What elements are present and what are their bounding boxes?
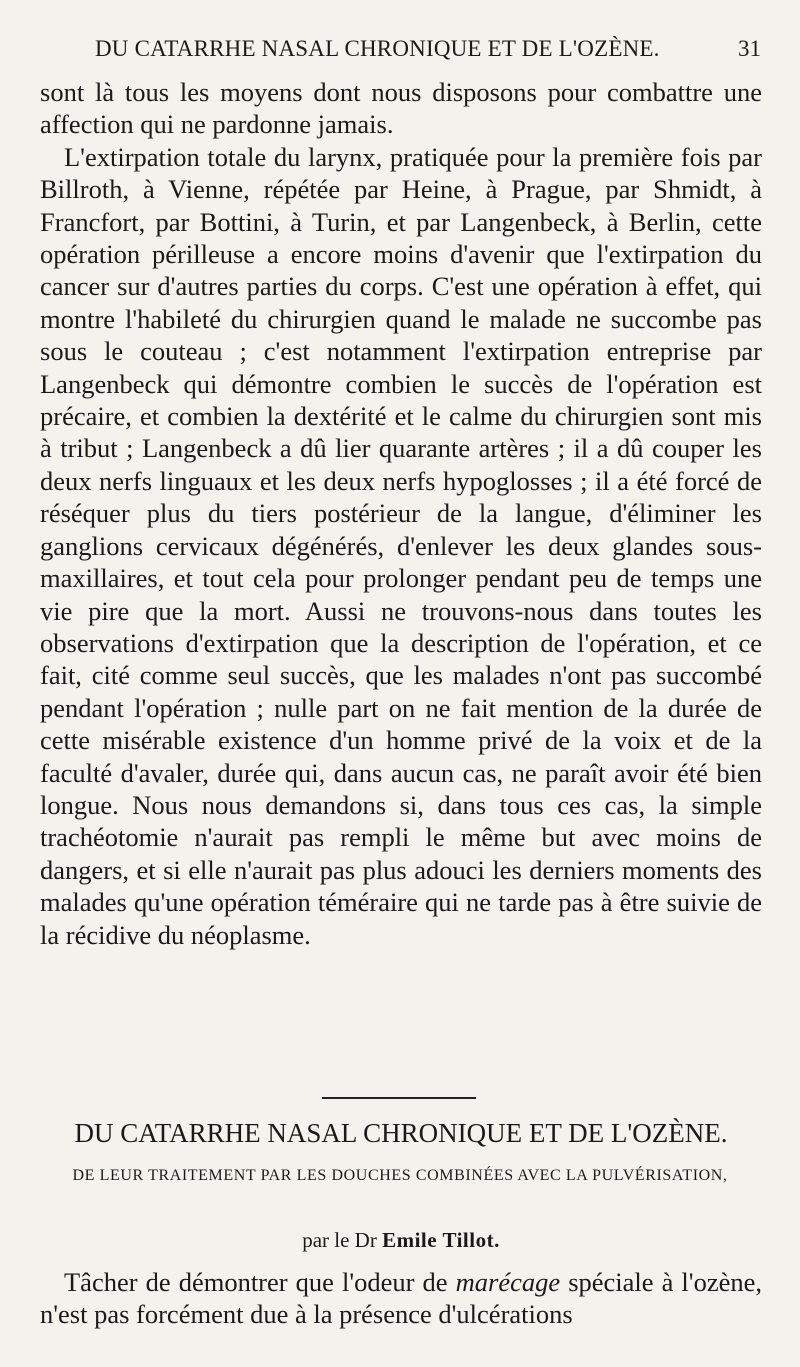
section-divider [322, 1097, 476, 1099]
body-text [40, 76, 762, 951]
section-subtitle: DE LEUR TRAITEMENT PAR LES DOUCHES COMBINÉES AVEC LA PULVÉRISATION, [72, 1167, 728, 1184]
section-paragraph [40, 1266, 762, 1331]
running-head: DU CATARRHE NASAL CHRONIQUE ET DE L'OZÈNE. [95, 36, 660, 61]
page-number: 31 [738, 36, 761, 61]
section-text-start: Tâcher de démontrer que l'odeur de [64, 1267, 456, 1297]
byline-prefix: par le Dr [302, 1228, 377, 1252]
section-text [40, 1266, 762, 1331]
byline [40, 1228, 762, 1253]
emphasized-word: marécage [455, 1267, 561, 1297]
section-text-end: spéciale à l'ozène, n'est pas forcément due à la présence d'ulcérations [40, 1267, 762, 1330]
paragraph-2: L'extirpation totale du larynx, pratiquée pour la première fois par Billroth, à Vienne, répétée par Heine, à Prague, par Shmidt, à Francfort, par Bottini, à Turin, et par Langenbeck, à Berlin, cette opération périlleuse a encore moins d'avenir que l'extirpation du cancer sur d'autres parties du corps. C'est une opération à effet, qui montre l'habileté du chirurgien quand le malade ne succombe pas sous le couteau ; c'est notamment l'extirpation entreprise par Langenbeck qui démontre combien le succès de l'opération est précaire, et combien la dextérité et le calme du chirurgien sont mis à tribut ; Langenbeck a dû lier quarante artères ; il a dû couper les deux nerfs linguaux et les deux nerfs hypoglosses ; il a été forcé de réséquer plus du tiers postérieur de la langue, d'éliminer les ganglions cervicaux dégénérés, d'enlever les deux glandes sous-maxillaires, et tout cela pour prolonger pendant peu de temps une vie pire que la mort. Aussi ne trouvons-nous dans toutes les observations d'extirpation que la description de l'opération, et ce fait, cité comme seul succès, que les malades n'ont pas succombé pendant l'opération ; nulle part on ne fait mention de la durée de cette misérable existence d'un homme privé de la voix et de la faculté d'avaler, durée qui, dans aucun cas, ne paraît avoir été bien longue. Nous nous demandons si, dans tous ces cas, la simple trachéotomie n'aurait pas rempli le même but avec moins de dangers, et si elle n'aurait pas plus adouci les derniers moments des malades qu'une opération téméraire qui ne tarde pas à être suivie de la récidive du néoplasme. [40, 141, 762, 950]
paragraph-1: sont là tous les moyens dont nous disposons pour combattre une affection qui ne pardonne jamais. [40, 77, 762, 140]
author-name: Emile Tillot. [382, 1228, 500, 1252]
section-title: DU CATARRHE NASAL CHRONIQUE ET DE L'OZÈNE. [74, 1118, 728, 1148]
